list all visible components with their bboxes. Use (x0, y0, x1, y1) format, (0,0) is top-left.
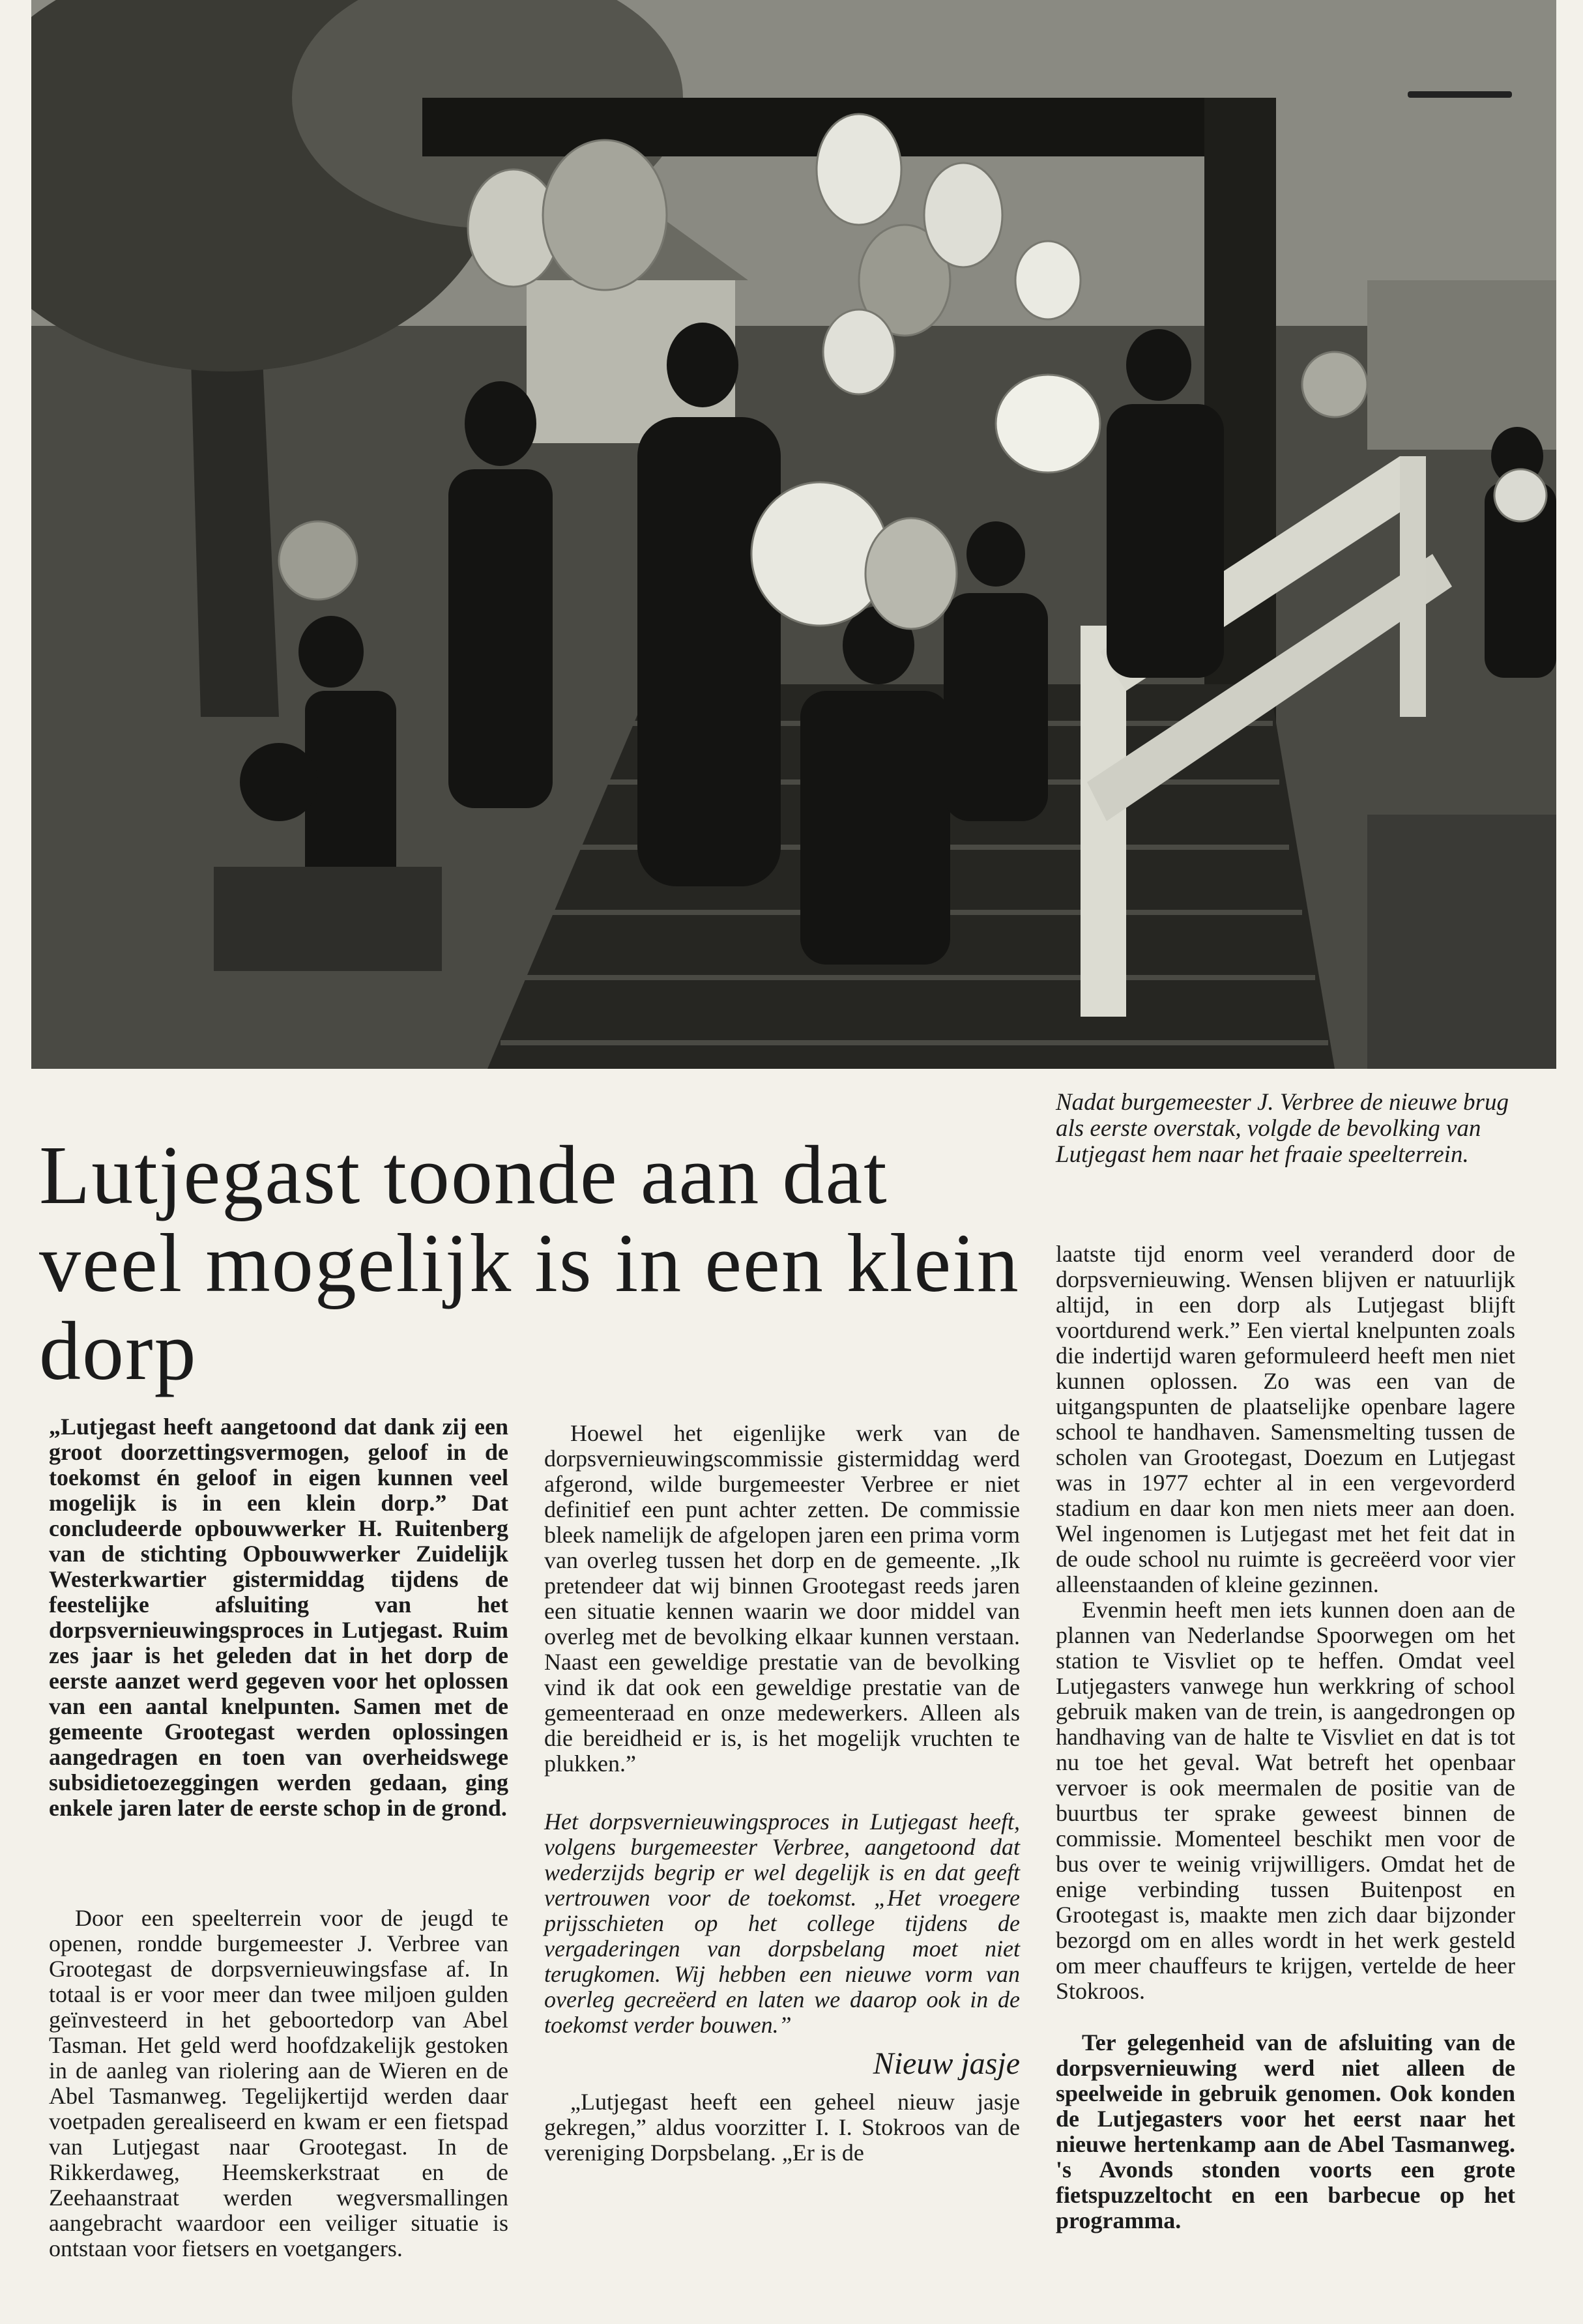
clipping-edge-mark (1408, 91, 1512, 98)
lead-paragraph: „Lutjegast heeft aangetoond dat dank zij een groot doorzettingsvermogen, geloof in de toekomst én geloof in eigen kunnen veel mogelijk is in een klein dorp.” Dat concludeerde opbouwwerker H. Ruitenberg van de stichting Opbouwwerker Zuidelijk Westerkwartier gistermiddag tijdens de feestelijke afsluiting van het dorpsvernieuwingsproces in Lutjegast. Ruim zes jaar is het geleden dat in het dorp de eerste aanzet werd gegeven voor het oplossen van een aantal knelpunten. Samen met de gemeente Grootegast werden oplossingen aangedragen en toen van overheidswege subsidietoezeggingen werden gedaan, ging enkele jaren later de eerste schop in de grond. (49, 1414, 508, 1821)
body-paragraph: Door een speelterrein voor de jeugd te openen, rondde burgemeester J. Verbree van Grootegast de dorpsvernieuwingsfase af. In totaal is er voor meer dan twee miljoen gulden geïnvesteerd in het geboortedorp van Abel Tasman. Het geld werd hoofdzakelijk gestoken in de aanleg van riolering aan de Wieren en de Abel Tasmanweg. Tegelijkertijd werden daar voetpaden gerealiseerd en kwam er een fietspad van Lutjegast naar Grootegast. In de Rikkerdaweg, Heemskerkstraat en de Zeehaanstraat werden wegversmallingen aangebracht waardoor een veiliger situatie is ontstaan voor fietsers en voetgangers. (49, 1905, 508, 2261)
italic-paragraph: Het dorpsvernieuwingsproces in Lutjegast heeft, volgens burgemeester Verbree, aangetoond dat wederzijds begrip er wel degelijk is en dat geeft vertrouwen voor de toekomst. „Het vroegere prijsschieten op het college tijdens de vergaderingen van dorpsbelang moet niet terugkomen. Wij hebben een nieuwe vorm van overleg gecreëerd en laten we daarop ook in de toekomst verder bouwen.” (544, 1808, 1020, 2038)
article-column-1 (49, 1414, 508, 2261)
body-paragraph: Evenmin heeft men iets kunnen doen aan de plannen van Nederlandse Spoorwegen om het station te Visvliet op te heffen. Omdat veel Lutjegasters vanwege hun werkkring of school gebruik maken van de trein, is aangedrongen op handhaving van de halte te Visvliet en dat is tot nu toe het geval. Wat betreft het openbaar vervoer is ook meermalen de positie van de buurtbus ter sprake geweest binnen de commissie. Momenteel beschikt men voor de bus over te weinig vrijwilligers. Omdat het de enige verbinding tussen Buitenpost en Grootegast is, maakte men zich daar bijzonder bezorgd om en alles wordt in het werk gesteld om meer chauffeurs te krijgen, vertelde de heer Stokroos. (1056, 1597, 1515, 2004)
closing-paragraph: Ter gelegenheid van de afsluiting van de dorpsvernieuwing werd niet alleen de speelweide in gebruik genomen. Ook konden de Lutjegasters voor het eerst naar het nieuwe hertenkamp aan de Abel Tasmanweg. 's Avonds stonden voorts een grote fietspuzzeltocht en een barbecue op het programma. (1056, 2029, 1515, 2233)
body-paragraph: laatste tijd enorm veel veranderd door de dorpsvernieuwing. Wensen blijven er natuurlijk altijd, in een dorp als Lutjegast blijft voortdurend werk.” Een viertal knelpunten zoals die indertijd waren geformuleerd heeft men niet kunnen oplossen. Zo was een van de uitgangspunten de plaatselijke openbare lagere school te handhaven. Samensmelting tussen de scholen van Grootegast, Doezum en Lutjegast was in 1977 echter al in een vergevorderd stadium en daar kon men niets meer aan doen. Wel ingenomen is Lutjegast met het feit dat in de oude school nu ruimte is gecreëerd voor vier alleenstaanden of kleine gezinnen. (1056, 1241, 1515, 1597)
section-subhead: Nieuw jasje (873, 2046, 1020, 2081)
body-paragraph: Hoewel het eigenlijke werk van de dorpsvernieuwingscommissie gistermiddag werd afgerond, wilde burgemeester Verbree er niet definitief een punt achter zetten. De commissie bleek namelijk de afgelopen jaren een prima vorm van overleg tussen het dorp en de gemeente. „Ik pretendeer dat wij binnen Grootegast reeds jaren een situatie kennen waarin we door middel van overleg met de bevolking elkaar kunnen verstaan. Naast een geweldige prestatie van de bevolking vind ik dat ook een geweldige prestatie van de gemeenteraad en onze medewerkers. Alleen als die bereidheid er is, is het mogelijk vruchten te plukken.” (544, 1420, 1020, 1777)
article-column-2 (544, 1421, 1020, 2166)
photo-caption: Nadat burgemeester J. Verbree de nieuwe brug als eerste overstak, volgde de bevolking van Lutjegast hem naar het fraaie speelterrein. (1056, 1089, 1509, 1168)
body-paragraph: „Lutjegast heeft een geheel nieuw jasje gekregen,” aldus voorzitter I. I. Stokroos van de vereniging Dorpsbelang. „Er is de (544, 2089, 1020, 2166)
photo-illustration (31, 0, 1556, 1069)
article-headline: Lutjegast toonde aan dat veel mogelijk is in een klein dorp (39, 1128, 1020, 1397)
news-photo (31, 0, 1556, 1069)
article-column-3 (1056, 1242, 1515, 2233)
